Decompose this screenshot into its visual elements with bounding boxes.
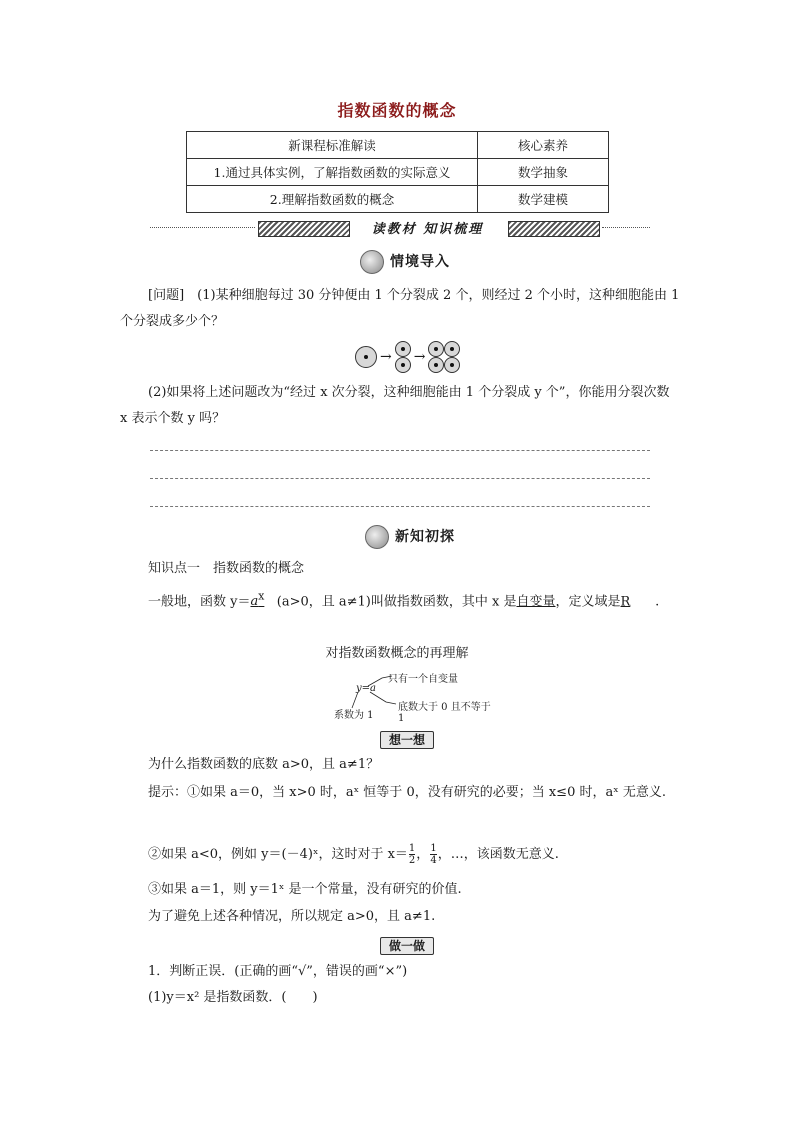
arrow-icon: → <box>380 349 392 365</box>
banner-dotline-right <box>602 227 650 228</box>
definition-text: 一般地，函数 y＝ <box>148 594 251 610</box>
definition-domain: R <box>620 594 631 610</box>
think-answer-2: ②如果 a<0，例如 y＝(－4)ˣ，这时对于 x＝ $\frac{1}{2}$ ， $\frac{1}{4}$ ，…，该函数无意义. <box>148 843 559 866</box>
think-answer-text: ，…，该函数无意义. <box>437 847 559 862</box>
answer-line[interactable] <box>150 506 650 507</box>
exercise-item: (1)y＝x² 是指数函数．( ) <box>148 990 318 1005</box>
table-header-cell: 核心素养 <box>478 132 609 159</box>
reunderstand-expr: y=a <box>356 683 376 694</box>
cell-quad <box>428 341 460 373</box>
definition-base: a <box>250 594 259 610</box>
reunderstand-note: 系数为 1 <box>334 710 374 721</box>
table-cell: 1.通过具体实例，了解指数函数的实际意义 <box>187 159 478 186</box>
think-answer-3: ③如果 a＝1，则 y＝1ˣ 是一个常量，没有研究的价值. <box>148 882 462 897</box>
fraction-quarter <box>430 843 436 866</box>
question-paragraph-1 <box>120 283 680 335</box>
cell-icon <box>395 357 411 373</box>
table-row <box>187 186 609 213</box>
answer-line[interactable] <box>150 478 650 479</box>
cell-pair <box>395 341 411 373</box>
definition-text: . <box>655 594 660 610</box>
cell-icon <box>444 341 460 357</box>
section-header-situation <box>360 250 450 274</box>
section-header-new-knowledge <box>365 525 455 549</box>
standards-table <box>186 131 609 213</box>
section-title: 情境导入 <box>390 254 450 270</box>
question-paragraph-2: (2)如果将上述问题改为“经过 x 次分裂，这种细胞能由 1 个分裂成 y 个”，你能用分裂次数 x 表示个数 y 吗？ <box>120 385 670 426</box>
banner-dotline-left <box>150 227 255 228</box>
reunderstand-note: 只有一个自变量 <box>388 674 458 685</box>
banner-stripe-left <box>258 221 350 237</box>
table-header-cell: 新课程标准解读 <box>187 132 478 159</box>
cell-icon <box>428 341 444 357</box>
think-answer-1: 提示：①如果 a＝0，当 x>0 时，aˣ 恒等于 0，没有研究的必要；当 x≤0 时，aˣ 无意义. <box>148 785 666 800</box>
fraction-numerator: 1 <box>430 843 437 854</box>
page-title: 指数函数的概念 <box>337 101 457 120</box>
cell-division-diagram <box>355 341 460 373</box>
fraction-numerator: 1 <box>408 843 416 854</box>
reunderstand-title: 对指数函数概念的再理解 <box>325 646 469 661</box>
table-header-row <box>187 132 609 159</box>
knowledge-heading: 知识点一 指数函数的概念 <box>148 561 305 576</box>
table-cell: 数学建模 <box>478 186 609 213</box>
think-pill: 想一想 <box>380 731 434 749</box>
question-tag: [问题] <box>148 288 185 303</box>
section-title: 新知初探 <box>395 529 455 545</box>
cell-icon <box>444 357 460 373</box>
table-row <box>187 159 609 186</box>
cell-icon <box>355 346 377 368</box>
think-label <box>380 731 434 749</box>
definition-exponent: x <box>258 590 265 603</box>
situation-icon <box>360 250 384 274</box>
definition-text: ，定义域是 <box>555 594 621 610</box>
fraction-half <box>409 843 415 866</box>
cell-icon <box>395 341 411 357</box>
table-cell: 数学抽象 <box>478 159 609 186</box>
definition-text: (a>0，且 a≠1)叫做指数函数，其中 x 是 <box>276 594 517 610</box>
table-cell: 2.理解指数函数的概念 <box>187 186 478 213</box>
do-pill: 做一做 <box>380 937 434 955</box>
definition-function <box>250 590 265 610</box>
fraction-denominator: 2 <box>408 855 416 866</box>
reunderstand-note: 底数大于 0 且不等于 1 <box>398 702 491 724</box>
think-answer-text: ②如果 a<0，例如 y＝(－4)ˣ，这时对于 x＝ <box>148 847 408 862</box>
definition-line <box>148 584 688 615</box>
answer-line[interactable] <box>150 450 650 451</box>
do-label <box>380 937 434 955</box>
cell-icon <box>428 357 444 373</box>
question-text-1: (1)某种细胞每过 30 分钟便由 1 个分裂成 2 个，则经过 2 个小时，这种细胞能由 1 个分裂成多少个？ <box>120 288 680 329</box>
new-knowledge-icon <box>365 525 389 549</box>
section-banner <box>150 218 650 238</box>
reunderstand-diagram <box>330 668 500 724</box>
exercise-question: 1．判断正误．(正确的画“√”，错误的画“×”) <box>148 964 408 979</box>
think-answer-4: 为了避免上述各种情况，所以规定 a>0，且 a≠1. <box>148 909 436 924</box>
definition-variable: 自变量 <box>516 594 556 610</box>
fraction-denominator: 4 <box>430 855 437 866</box>
arrow-icon: → <box>413 349 426 365</box>
think-question: 为什么指数函数的底数 a>0，且 a≠1？ <box>148 757 380 772</box>
banner-text: 读教材 知识梳理 <box>371 222 484 237</box>
banner-stripe-right <box>508 221 600 237</box>
